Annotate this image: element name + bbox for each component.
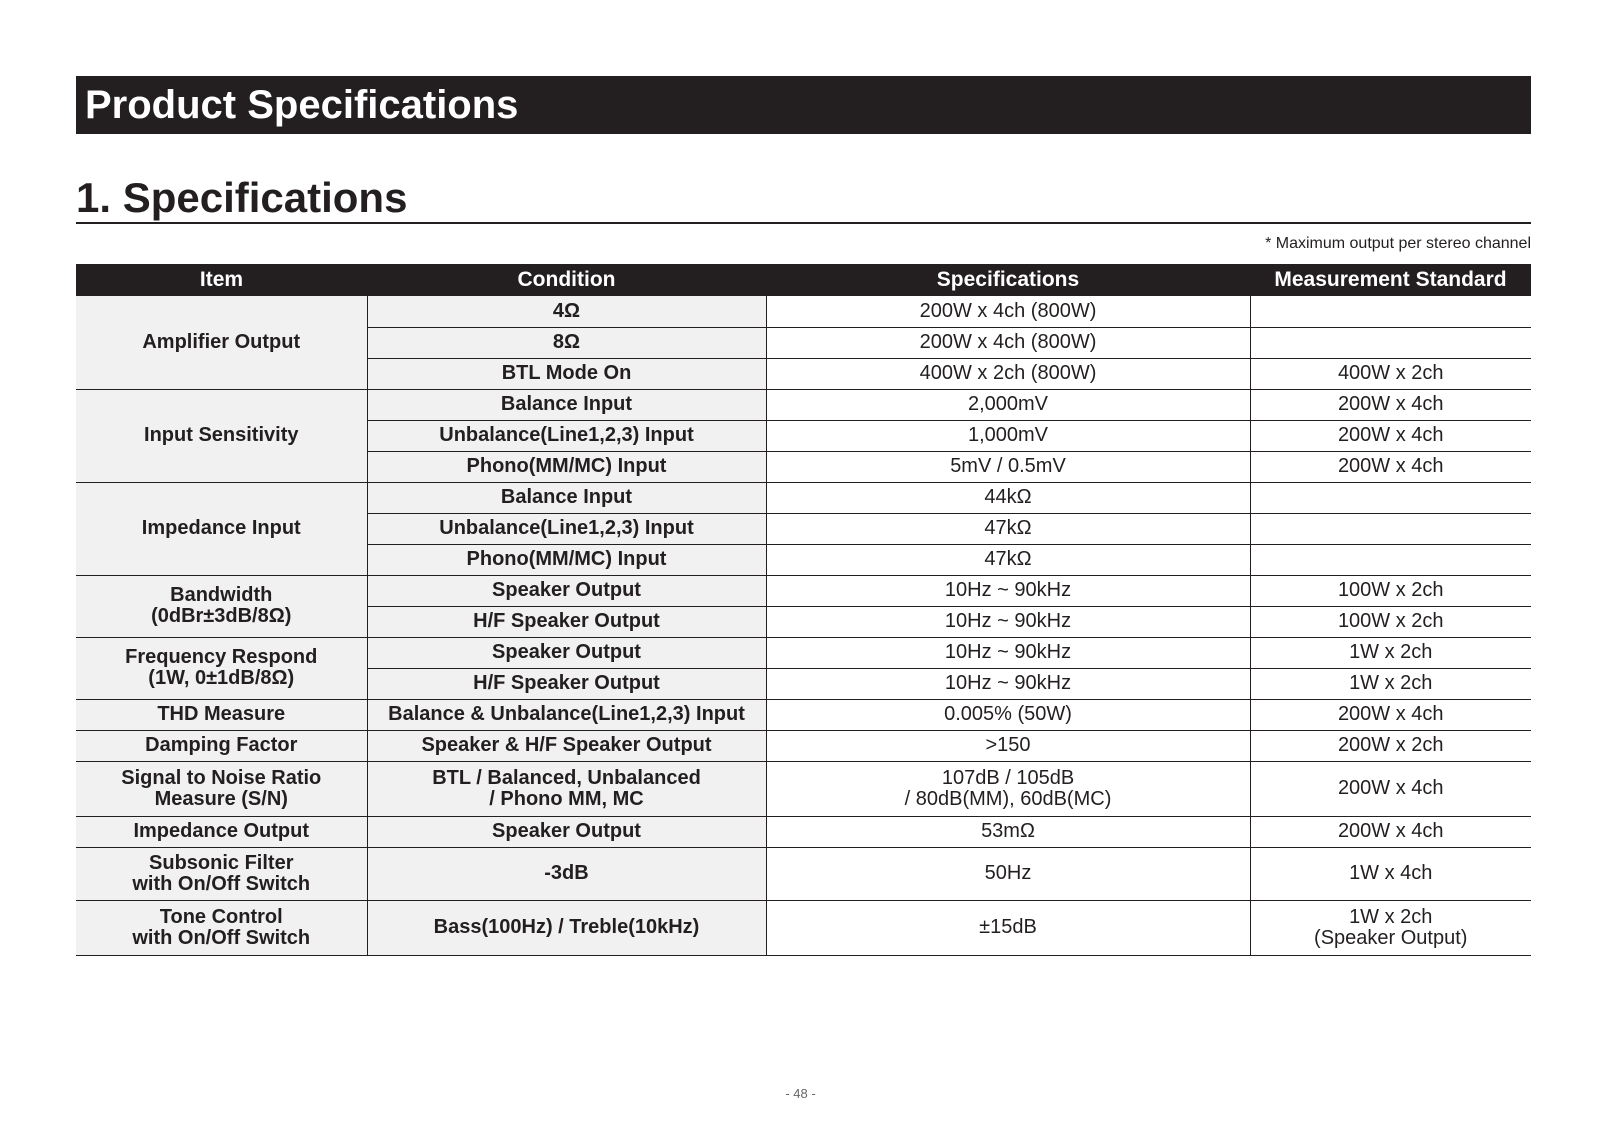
- measurement-standard-cell-text: 200W x 4ch: [1337, 777, 1444, 799]
- specification-cell-text: 10Hz ~ 90kHz: [944, 672, 1072, 694]
- condition-cell-text: H/F Speaker Output: [473, 672, 660, 694]
- table-row: [76, 761, 1531, 816]
- condition-cell-text: Bass(100Hz) / Treble(10kHz): [433, 916, 700, 938]
- table-header-row: [76, 264, 1531, 296]
- item-cell-text: Tone Control: [159, 905, 283, 928]
- condition-cell: [367, 575, 766, 606]
- condition-cell-text: Speaker & H/F Speaker Output: [421, 734, 712, 756]
- item-cell-text: Impedance Input: [141, 517, 301, 539]
- item-cell: [76, 847, 367, 900]
- specification-cell: [766, 482, 1250, 513]
- condition-cell: [367, 482, 766, 513]
- specification-cell-text: >150: [985, 734, 1031, 756]
- condition-cell: [367, 389, 766, 420]
- specification-cell: [766, 296, 1250, 327]
- page-title-banner: Product Specifications: [76, 76, 1531, 134]
- measurement-standard-cell: [1250, 637, 1531, 668]
- header-condition: Condition: [367, 264, 766, 296]
- specification-cell-text: 10Hz ~ 90kHz: [944, 641, 1072, 663]
- header-specifications: Specifications: [766, 264, 1250, 296]
- measurement-standard-cell: [1250, 699, 1531, 730]
- measurement-standard-cell-text: (Speaker Output): [1314, 926, 1468, 949]
- measurement-standard-cell: [1250, 482, 1531, 513]
- specification-cell: [766, 358, 1250, 389]
- condition-cell-text: 4Ω: [552, 299, 581, 322]
- table-row: [76, 296, 1531, 327]
- specification-cell: [766, 637, 1250, 668]
- item-cell-text: Measure (S/N): [154, 787, 288, 810]
- specification-cell: [766, 847, 1250, 900]
- condition-cell: [367, 847, 766, 900]
- section-divider: [76, 222, 1531, 224]
- measurement-standard-cell: [1250, 327, 1531, 358]
- specification-cell-text: 47kΩ: [984, 548, 1032, 570]
- item-cell: [76, 389, 367, 482]
- measurement-standard-cell: [1250, 296, 1531, 327]
- condition-cell: [367, 637, 766, 668]
- table-row: [76, 900, 1531, 955]
- condition-cell: [367, 699, 766, 730]
- measurement-standard-cell: [1250, 513, 1531, 544]
- specification-cell: [766, 420, 1250, 451]
- specification-cell: [766, 451, 1250, 482]
- specification-cell-text: 10Hz ~ 90kHz: [944, 579, 1072, 601]
- specifications-table: [76, 264, 1531, 956]
- specification-cell-text: 107dB / 105dB: [941, 766, 1075, 789]
- item-cell-text: Frequency Respond: [125, 646, 318, 668]
- condition-cell-text: Unbalance(Line1,2,3) Input: [439, 517, 694, 539]
- measurement-standard-cell: [1250, 668, 1531, 699]
- specification-cell-text: / 80dB(MM), 60dB(MC): [904, 787, 1112, 810]
- page-number: - 48 -: [785, 1086, 816, 1101]
- condition-cell: [367, 327, 766, 358]
- table-row: [76, 816, 1531, 847]
- table-row: [76, 482, 1531, 513]
- specification-cell-text: 5mV / 0.5mV: [950, 455, 1066, 477]
- measurement-standard-cell-text: 1W x 2ch: [1349, 641, 1433, 663]
- measurement-standard-cell-text: 1W x 2ch: [1349, 672, 1433, 694]
- condition-cell-text: Balance Input: [500, 393, 633, 415]
- condition-cell: [367, 816, 766, 847]
- item-cell: [76, 482, 367, 575]
- measurement-standard-cell-text: 200W x 2ch: [1337, 734, 1444, 756]
- item-cell-text: Input Sensitivity: [144, 424, 299, 446]
- specification-cell: [766, 389, 1250, 420]
- condition-cell-text: Balance Input: [500, 486, 633, 508]
- condition-cell: [367, 761, 766, 816]
- specification-cell: [766, 575, 1250, 606]
- specification-cell: [766, 699, 1250, 730]
- specification-cell-text: 50Hz: [984, 862, 1032, 884]
- condition-cell-text: Speaker Output: [492, 641, 641, 663]
- specification-cell-text: 44kΩ: [984, 486, 1032, 508]
- measurement-standard-cell-text: 200W x 4ch: [1337, 455, 1444, 477]
- item-cell: [76, 816, 367, 847]
- condition-cell-text: Speaker Output: [492, 579, 641, 601]
- specification-cell-text: 400W x 2ch (800W): [919, 362, 1097, 384]
- condition-cell-text: BTL / Balanced, Unbalanced: [432, 766, 701, 789]
- item-cell-text: Impedance Output: [133, 820, 310, 842]
- measurement-standard-cell-text: 400W x 2ch: [1337, 362, 1444, 384]
- item-cell-text: THD Measure: [157, 703, 286, 725]
- measurement-standard-cell: [1250, 358, 1531, 389]
- specification-cell-text: 200W x 4ch (800W): [919, 299, 1097, 322]
- specification-cell-text: 1,000mV: [967, 424, 1049, 446]
- condition-cell: [367, 513, 766, 544]
- condition-cell-text: BTL Mode On: [501, 362, 632, 384]
- specification-cell-text: 47kΩ: [984, 517, 1032, 539]
- specification-cell: [766, 900, 1250, 955]
- condition-cell-text: Speaker Output: [492, 820, 641, 842]
- specification-cell: [766, 327, 1250, 358]
- condition-cell-text: Balance & Unbalance(Line1,2,3) Input: [388, 703, 745, 725]
- table-body: [76, 296, 1531, 955]
- condition-cell-text: Phono(MM/MC) Input: [466, 455, 667, 477]
- specification-cell-text: 10Hz ~ 90kHz: [944, 610, 1072, 632]
- measurement-standard-cell-text: 1W x 2ch: [1349, 905, 1433, 928]
- item-cell: [76, 730, 367, 761]
- condition-cell-text: / Phono MM, MC: [489, 787, 644, 810]
- measurement-standard-cell-text: 1W x 4ch: [1349, 862, 1433, 884]
- table-row: [76, 389, 1531, 420]
- specification-cell: [766, 513, 1250, 544]
- measurement-standard-cell-text: 200W x 4ch: [1337, 820, 1444, 842]
- specification-cell: [766, 668, 1250, 699]
- condition-cell: [367, 900, 766, 955]
- measurement-standard-cell-text: 100W x 2ch: [1337, 579, 1444, 601]
- condition-cell: [367, 544, 766, 575]
- table-row: [76, 847, 1531, 900]
- measurement-standard-cell: [1250, 420, 1531, 451]
- item-cell: [76, 637, 367, 699]
- item-cell: [76, 575, 367, 637]
- specification-cell-text: ±15dB: [979, 916, 1037, 938]
- measurement-standard-cell-text: 100W x 2ch: [1337, 610, 1444, 632]
- measurement-standard-cell: [1250, 816, 1531, 847]
- header-item: Item: [76, 264, 367, 296]
- specification-cell-text: 53mΩ: [981, 820, 1035, 842]
- condition-cell-text: 8Ω: [552, 331, 581, 353]
- item-cell-text: (1W, 0±1dB/8Ω): [148, 667, 295, 689]
- section-heading: 1. Specifications: [76, 174, 408, 221]
- item-cell-text: Amplifier Output: [142, 330, 301, 353]
- item-cell-text: with On/Off Switch: [132, 872, 311, 895]
- specification-cell-text: 200W x 4ch (800W): [919, 331, 1097, 353]
- specification-cell-text: 0.005% (50W): [944, 703, 1072, 725]
- item-cell-text: Damping Factor: [145, 734, 298, 756]
- measurement-standard-cell: [1250, 389, 1531, 420]
- condition-cell-text: Unbalance(Line1,2,3) Input: [439, 424, 694, 446]
- condition-cell: [367, 451, 766, 482]
- specification-cell: [766, 761, 1250, 816]
- measurement-standard-cell: [1250, 544, 1531, 575]
- specification-cell-text: 2,000mV: [967, 393, 1049, 415]
- condition-cell: [367, 606, 766, 637]
- measurement-standard-cell: [1250, 575, 1531, 606]
- table-row: [76, 699, 1531, 730]
- item-cell: [76, 761, 367, 816]
- condition-cell-text: H/F Speaker Output: [473, 610, 660, 632]
- condition-cell-text: Phono(MM/MC) Input: [466, 548, 667, 570]
- item-cell: [76, 699, 367, 730]
- condition-cell: [367, 420, 766, 451]
- table-row: [76, 730, 1531, 761]
- condition-cell: [367, 296, 766, 327]
- measurement-standard-cell: [1250, 730, 1531, 761]
- table-row: [76, 575, 1531, 606]
- measurement-standard-cell: [1250, 606, 1531, 637]
- measurement-standard-cell: [1250, 847, 1531, 900]
- measurement-standard-cell: [1250, 761, 1531, 816]
- measurement-standard-cell: [1250, 451, 1531, 482]
- item-cell-text: Subsonic Filter: [149, 851, 294, 874]
- condition-cell: [367, 730, 766, 761]
- specification-cell: [766, 606, 1250, 637]
- header-measurement-standard: Measurement Standard: [1250, 264, 1531, 296]
- specification-cell: [766, 544, 1250, 575]
- item-cell-text: (0dBr±3dB/8Ω): [151, 605, 292, 627]
- item-cell: [76, 296, 367, 389]
- item-cell: [76, 900, 367, 955]
- condition-cell: [367, 668, 766, 699]
- measurement-standard-cell: [1250, 900, 1531, 955]
- measurement-standard-cell-text: 200W x 4ch: [1337, 703, 1444, 725]
- table-row: [76, 637, 1531, 668]
- item-cell-text: with On/Off Switch: [132, 926, 311, 949]
- condition-cell: [367, 358, 766, 389]
- item-cell-text: Bandwidth: [170, 584, 273, 606]
- measurement-standard-cell-text: 200W x 4ch: [1337, 424, 1444, 446]
- specification-cell: [766, 730, 1250, 761]
- measurement-standard-cell-text: 200W x 4ch: [1337, 393, 1444, 415]
- output-footnote: * Maximum output per stereo channel: [1265, 235, 1531, 252]
- item-cell-text: Signal to Noise Ratio: [121, 766, 322, 789]
- condition-cell-text: -3dB: [544, 862, 589, 884]
- specification-cell: [766, 816, 1250, 847]
